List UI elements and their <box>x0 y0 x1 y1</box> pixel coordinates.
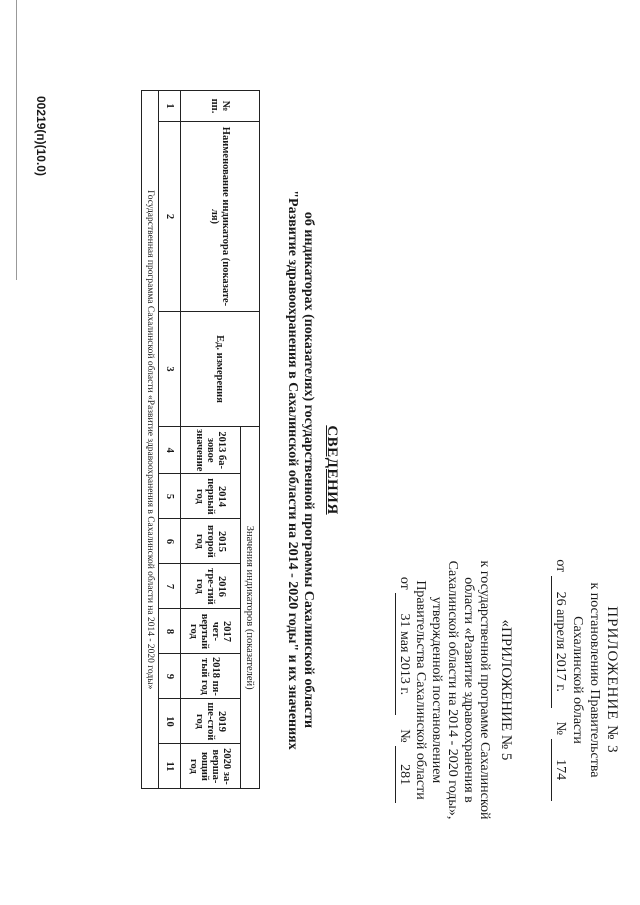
appendix-number-label: № <box>397 729 412 743</box>
approval-date-line <box>551 510 569 850</box>
title-line-1: об индикаторах (показателях) государственной программы Сахалинской области <box>301 211 316 729</box>
approval-block <box>551 510 620 850</box>
header-year: 2015 второй год <box>181 519 241 564</box>
column-number: 11 <box>159 744 181 789</box>
appendix-line-5: Правительства Сахалинской области <box>413 580 428 800</box>
table-column-numbers-row <box>159 91 181 789</box>
approval-line-2: Сахалинской области <box>570 616 585 744</box>
column-number: 3 <box>159 312 181 427</box>
header-year: 2018 пя-тый год <box>181 654 241 699</box>
title-line-2: "Развитие здравоохранения в Сахалинской области на 2014 - 2020 годы" и их значениях <box>285 190 300 750</box>
column-number: 8 <box>159 609 181 654</box>
header-values-group: Значения индикаторов (показателей) <box>241 427 260 789</box>
approval-from-prefix: от <box>553 559 568 573</box>
column-number: 7 <box>159 564 181 609</box>
header-unit: Ед. измерения <box>181 312 260 427</box>
header-year: 2016 тре-тий год <box>181 564 241 609</box>
title-heading: СВЕДЕНИЯ <box>324 425 340 515</box>
header-year: 2017 чет-вертый год <box>181 609 241 654</box>
column-number: 10 <box>159 699 181 744</box>
appendix-date: 31 мая 2013 г. <box>395 593 412 715</box>
header-year: 2014 первый год <box>181 474 241 519</box>
column-number: 1 <box>159 91 181 122</box>
document-code: 00219(п)(10.0) <box>34 96 48 176</box>
appendix-number: 281 <box>395 746 412 803</box>
approval-number: 174 <box>551 739 569 801</box>
indicators-table <box>141 90 260 789</box>
column-number: 9 <box>159 654 181 699</box>
approval-title: ПРИЛОЖЕНИЕ № 3 <box>604 606 620 754</box>
appendix-block <box>395 510 514 870</box>
appendix-line-2: области «Развитие здравоохранения в <box>461 577 476 803</box>
header-year: 2020 за-верша-ющий год <box>181 744 241 789</box>
header-year: 2019 ше-стой год <box>181 699 241 744</box>
approval-date: 26 апреля 2017 г. <box>551 576 569 708</box>
program-row <box>142 91 159 789</box>
column-number: 6 <box>159 519 181 564</box>
appendix-line-1: к государственной программе Сахалинской <box>477 560 492 820</box>
appendix-from-prefix: от <box>397 576 412 590</box>
header-year: 2013 ба-зовое значение <box>181 427 241 474</box>
appendix-line-3: Сахалинской области на 2014 - 2020 годы», <box>445 560 460 820</box>
column-number: 5 <box>159 474 181 519</box>
table-header-row-1 <box>241 91 260 789</box>
header-name: Наименование индикатора (показате-ля) <box>181 122 260 312</box>
appendix-date-line <box>395 510 412 870</box>
approval-number-label: № <box>553 721 568 736</box>
column-number: 4 <box>159 427 181 474</box>
column-number: 2 <box>159 122 181 312</box>
header-no: № пп. <box>181 91 260 122</box>
document-title <box>284 120 340 820</box>
appendix-title: «ПРИЛОЖЕНИЕ № 5 <box>498 619 514 761</box>
appendix-line-4: утвержденной постановлением <box>429 596 444 784</box>
program-row-text: Государственная программа Сахалинской области «Развитие здравоохранения в Сахалинской области на 2014 - 2020 годы» <box>142 91 159 789</box>
approval-line-1: к постановлению Правительства <box>587 582 602 778</box>
margin-line <box>16 0 17 280</box>
